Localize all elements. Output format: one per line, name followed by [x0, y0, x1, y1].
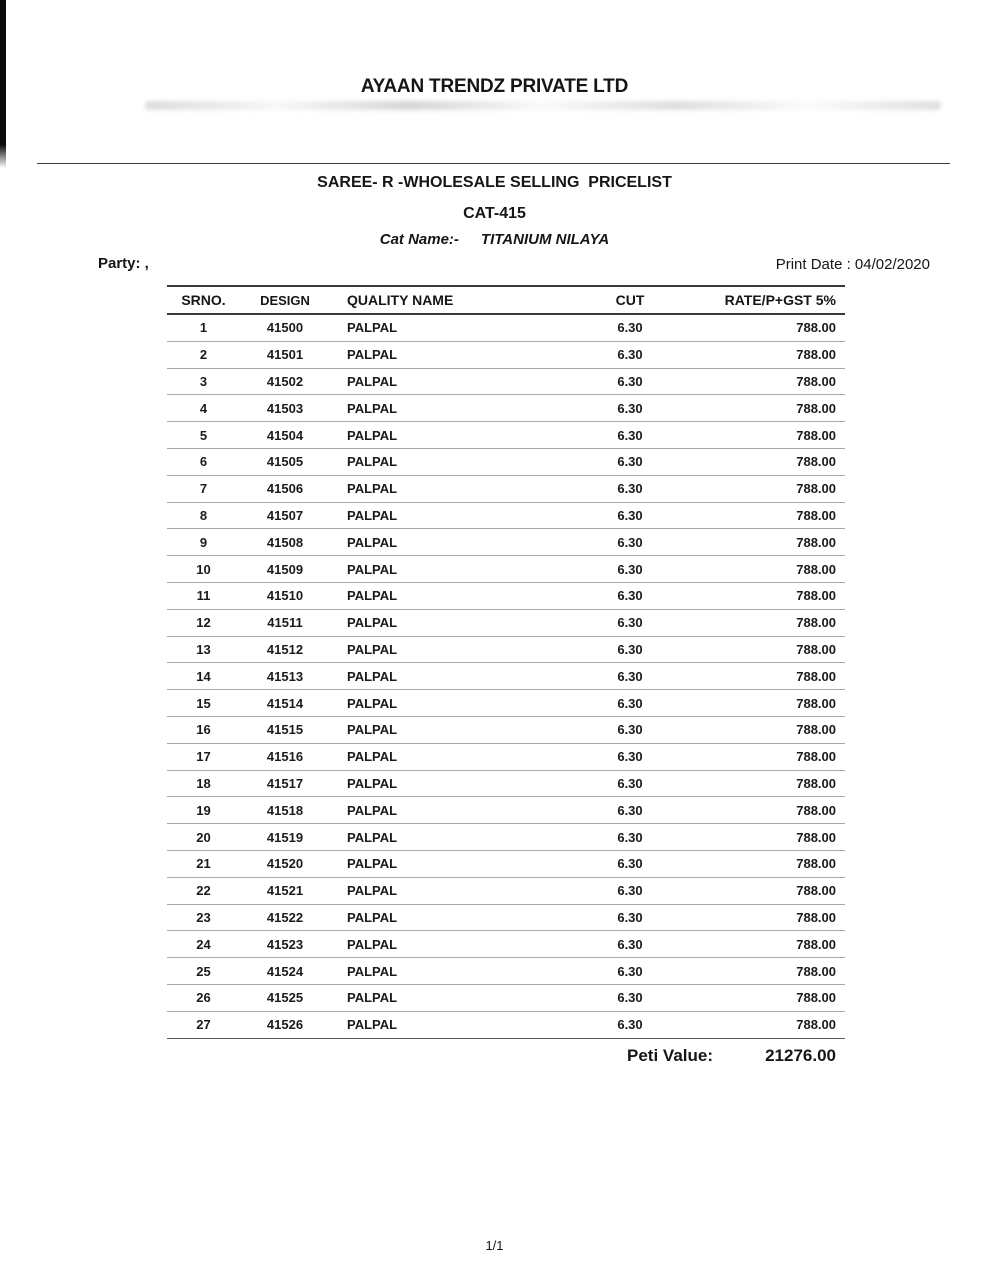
- cell-rate: 788.00: [796, 454, 836, 470]
- cell-quality-name: PALPAL: [347, 668, 398, 684]
- cell-cut: 6.30: [617, 561, 643, 577]
- cell-quality-name: PALPAL: [347, 883, 398, 899]
- cell-srno: 20: [196, 829, 211, 845]
- table-row: [167, 449, 845, 476]
- cell-srno: 16: [196, 722, 211, 738]
- cell-design: 41505: [266, 454, 304, 470]
- table-row: [167, 422, 845, 449]
- peti-value-amount: 21276.00: [765, 1045, 836, 1065]
- cell-quality-name: PALPAL: [347, 936, 398, 952]
- cell-quality-name: PALPAL: [347, 856, 398, 872]
- table-row: [167, 395, 845, 422]
- cell-quality-name: PALPAL: [347, 963, 398, 979]
- cell-cut: 6.30: [617, 320, 643, 336]
- catalog-name-row: [0, 231, 989, 248]
- table-row: [167, 583, 845, 610]
- cell-cut: 6.30: [617, 668, 643, 684]
- cell-design: 41526: [266, 1017, 304, 1033]
- cell-quality-name: PALPAL: [347, 775, 398, 791]
- cell-design: 41519: [266, 829, 304, 845]
- cell-rate: 788.00: [796, 668, 836, 684]
- cell-cut: 6.30: [617, 829, 643, 845]
- cell-srno: 9: [199, 534, 208, 550]
- cell-quality-name: PALPAL: [347, 400, 398, 416]
- cell-srno: 1: [199, 320, 208, 336]
- cell-cut: 6.30: [617, 400, 643, 416]
- cell-design: 41512: [266, 641, 304, 657]
- cell-design: 41513: [266, 668, 304, 684]
- table-header-row: [167, 285, 845, 315]
- cell-quality-name: PALPAL: [347, 1017, 398, 1033]
- cell-rate: 788.00: [796, 990, 836, 1006]
- cell-rate: 788.00: [796, 802, 836, 818]
- cell-cut: 6.30: [617, 588, 643, 604]
- cell-quality-name: PALPAL: [347, 561, 398, 577]
- cell-design: 41516: [266, 749, 304, 765]
- cell-srno: 13: [196, 641, 211, 657]
- cell-cut: 6.30: [617, 963, 643, 979]
- table-body: [167, 315, 845, 1039]
- cell-quality-name: PALPAL: [347, 534, 398, 550]
- cell-srno: 24: [196, 936, 211, 952]
- cell-quality-name: PALPAL: [347, 588, 398, 604]
- cell-srno: 6: [199, 454, 208, 470]
- cell-rate: 788.00: [796, 883, 836, 899]
- cell-quality-name: PALPAL: [347, 802, 398, 818]
- redacted-address-line: [145, 101, 941, 110]
- cell-srno: 7: [199, 481, 208, 497]
- cell-rate: 788.00: [796, 963, 836, 979]
- cell-rate: 788.00: [796, 775, 836, 791]
- cell-rate: 788.00: [796, 534, 836, 550]
- cell-design: 41522: [266, 909, 304, 925]
- table-row: [167, 985, 845, 1012]
- cell-design: 41520: [266, 856, 304, 872]
- cell-design: 41511: [267, 615, 303, 631]
- header-rate: RATE/P+GST 5%: [724, 292, 836, 308]
- cell-design: 41509: [266, 561, 304, 577]
- print-date: Print Date : 04/02/2020: [775, 256, 930, 273]
- cell-srno: 8: [199, 507, 208, 523]
- cell-design: 41502: [266, 373, 304, 389]
- cell-rate: 788.00: [796, 1017, 836, 1033]
- party-label: Party: ,: [98, 255, 149, 272]
- table-row: [167, 503, 845, 530]
- cell-cut: 6.30: [617, 802, 643, 818]
- cell-srno: 11: [196, 588, 211, 604]
- cell-rate: 788.00: [796, 722, 836, 738]
- header-srno: SRNO.: [181, 292, 226, 308]
- cell-rate: 788.00: [796, 427, 836, 443]
- peti-value-label: Peti Value:: [627, 1045, 713, 1065]
- cell-design: 41504: [266, 427, 304, 443]
- cell-rate: 788.00: [796, 507, 836, 523]
- cell-cut: 6.30: [617, 534, 643, 550]
- pricelist-table: [167, 285, 845, 1066]
- catalog-name-label: Cat Name:-: [379, 231, 459, 248]
- table-row: [167, 771, 845, 798]
- cell-design: 41515: [266, 722, 304, 738]
- catalog-number: CAT-415: [463, 205, 526, 222]
- document-title: SAREE- R -WHOLESALE SELLING PRICELIST: [317, 174, 672, 191]
- cell-quality-name: PALPAL: [347, 347, 398, 363]
- cell-cut: 6.30: [617, 427, 643, 443]
- table-row: [167, 369, 845, 396]
- table-row: [167, 476, 845, 503]
- header-design: DESIGN: [260, 292, 310, 308]
- table-row: [167, 797, 845, 824]
- cell-srno: 22: [196, 883, 211, 899]
- cell-cut: 6.30: [617, 507, 643, 523]
- cell-cut: 6.30: [617, 454, 643, 470]
- cell-cut: 6.30: [617, 936, 643, 952]
- cell-cut: 6.30: [617, 883, 643, 899]
- cell-design: 41508: [266, 534, 304, 550]
- cell-srno: 21: [196, 856, 211, 872]
- cell-srno: 23: [196, 909, 211, 925]
- cell-srno: 15: [196, 695, 211, 711]
- cell-quality-name: PALPAL: [347, 481, 398, 497]
- cell-cut: 6.30: [617, 481, 643, 497]
- header-quality-name: QUALITY NAME: [347, 292, 454, 308]
- table-row: [167, 851, 845, 878]
- cell-quality-name: PALPAL: [347, 615, 398, 631]
- header-cut: CUT: [615, 292, 645, 308]
- cell-quality-name: PALPAL: [347, 749, 398, 765]
- table-row: [167, 315, 845, 342]
- cell-design: 41517: [266, 775, 304, 791]
- cell-quality-name: PALPAL: [347, 909, 398, 925]
- cell-rate: 788.00: [796, 909, 836, 925]
- table-row: [167, 529, 845, 556]
- cell-design: 41500: [266, 320, 304, 336]
- cell-rate: 788.00: [796, 856, 836, 872]
- cell-design: 41524: [266, 963, 304, 979]
- cell-rate: 788.00: [796, 400, 836, 416]
- cell-rate: 788.00: [796, 749, 836, 765]
- cell-cut: 6.30: [617, 1017, 643, 1033]
- cell-cut: 6.30: [617, 722, 643, 738]
- cell-srno: 3: [199, 373, 208, 389]
- cell-srno: 14: [196, 668, 211, 684]
- cell-quality-name: PALPAL: [347, 507, 398, 523]
- cell-cut: 6.30: [617, 373, 643, 389]
- cell-design: 41503: [266, 400, 304, 416]
- company-name: AYAAN TRENDZ PRIVATE LTD: [360, 76, 629, 97]
- cell-design: 41523: [266, 936, 304, 952]
- table-row: [167, 905, 845, 932]
- cell-quality-name: PALPAL: [347, 722, 398, 738]
- cell-quality-name: PALPAL: [347, 641, 398, 657]
- cell-srno: 17: [196, 749, 211, 765]
- header-divider: [37, 163, 950, 164]
- table-row: [167, 824, 845, 851]
- cell-quality-name: PALPAL: [347, 990, 398, 1006]
- table-row: [167, 1012, 845, 1039]
- table-row: [167, 556, 845, 583]
- cell-quality-name: PALPAL: [347, 695, 398, 711]
- cell-quality-name: PALPAL: [347, 373, 398, 389]
- table-row: [167, 663, 845, 690]
- cell-cut: 6.30: [617, 775, 643, 791]
- table-row: [167, 690, 845, 717]
- cell-srno: 18: [196, 775, 211, 791]
- cell-srno: 10: [196, 561, 211, 577]
- cell-design: 41514: [266, 695, 304, 711]
- cell-srno: 19: [196, 802, 211, 818]
- page-number: 1/1: [485, 1238, 504, 1253]
- cell-design: 41521: [266, 883, 304, 899]
- cell-rate: 788.00: [796, 615, 836, 631]
- table-row: [167, 958, 845, 985]
- table-row: [167, 744, 845, 771]
- table-row: [167, 931, 845, 958]
- peti-value-row: [167, 1046, 845, 1066]
- cell-rate: 788.00: [796, 936, 836, 952]
- cell-rate: 788.00: [796, 481, 836, 497]
- cell-cut: 6.30: [617, 347, 643, 363]
- cell-srno: 5: [199, 427, 208, 443]
- cell-rate: 788.00: [796, 347, 836, 363]
- cell-rate: 788.00: [796, 373, 836, 389]
- cell-design: 41501: [266, 347, 304, 363]
- cell-design: 41507: [266, 507, 304, 523]
- cell-srno: 27: [196, 1017, 211, 1033]
- cell-rate: 788.00: [796, 829, 836, 845]
- cell-design: 41506: [266, 481, 304, 497]
- cell-srno: 4: [199, 400, 208, 416]
- cell-quality-name: PALPAL: [347, 427, 398, 443]
- table-row: [167, 342, 845, 369]
- table-row: [167, 610, 845, 637]
- table-row: [167, 878, 845, 905]
- cell-cut: 6.30: [617, 695, 643, 711]
- cell-rate: 788.00: [796, 641, 836, 657]
- cell-design: 41525: [266, 990, 304, 1006]
- cell-rate: 788.00: [796, 588, 836, 604]
- cell-quality-name: PALPAL: [347, 829, 398, 845]
- table-row: [167, 717, 845, 744]
- cell-srno: 2: [199, 347, 208, 363]
- cell-design: 41510: [266, 588, 304, 604]
- cell-rate: 788.00: [796, 561, 836, 577]
- table-row: [167, 637, 845, 664]
- cell-quality-name: PALPAL: [347, 454, 398, 470]
- cell-cut: 6.30: [617, 641, 643, 657]
- cell-cut: 6.30: [617, 749, 643, 765]
- catalog-name-value: TITANIUM NILAYA: [480, 231, 610, 248]
- cell-quality-name: PALPAL: [347, 320, 398, 336]
- cell-cut: 6.30: [617, 856, 643, 872]
- cell-srno: 25: [196, 963, 211, 979]
- cell-rate: 788.00: [796, 695, 836, 711]
- cell-cut: 6.30: [617, 615, 643, 631]
- cell-srno: 26: [196, 990, 211, 1006]
- cell-cut: 6.30: [617, 909, 643, 925]
- cell-rate: 788.00: [796, 320, 836, 336]
- cell-design: 41518: [266, 802, 304, 818]
- cell-srno: 12: [196, 615, 211, 631]
- cell-cut: 6.30: [617, 990, 643, 1006]
